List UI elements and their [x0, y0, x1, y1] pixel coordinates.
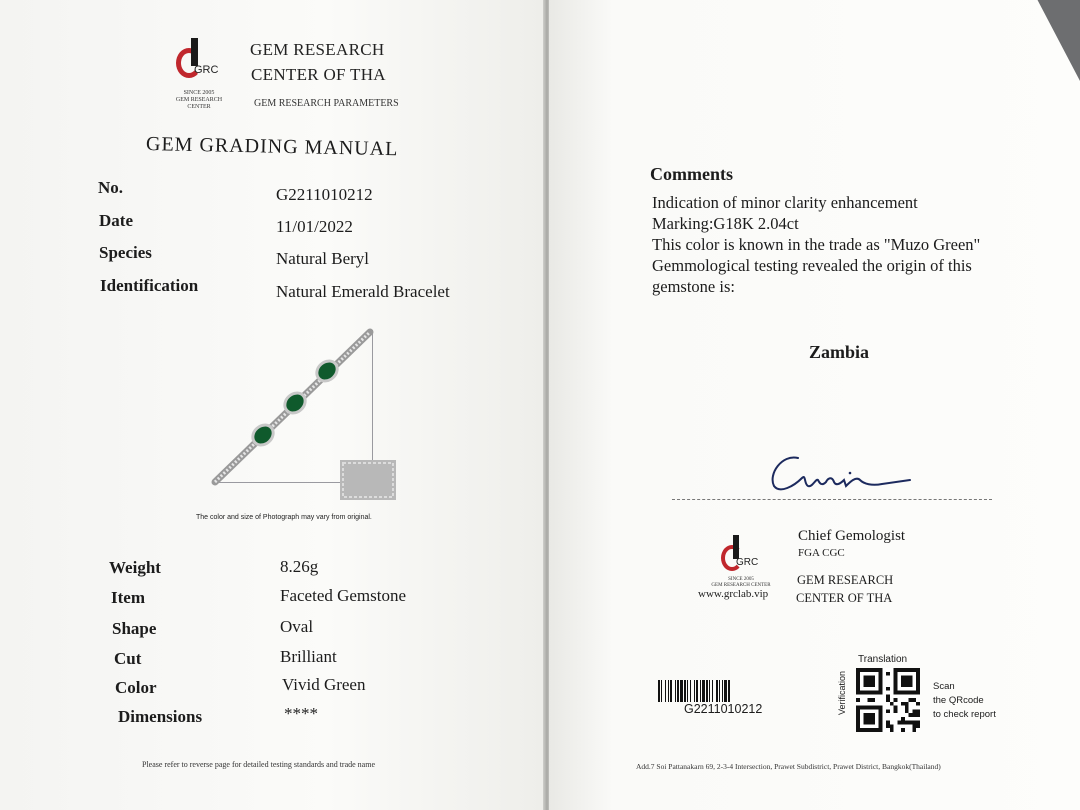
barcode-number: G2211010212 [684, 702, 763, 716]
photo-disclaimer: The color and size of Photograph may vary from original. [196, 514, 372, 521]
scan-line: Scan [933, 681, 955, 692]
comments-heading: Comments [650, 164, 733, 184]
field-value-date: 11/01/2022 [276, 217, 353, 236]
logo-grc-text: GRC [736, 557, 759, 568]
signature [760, 440, 920, 500]
field-value-identification: Natural Emerald Bracelet [276, 282, 450, 301]
field-value-no: G2211010212 [276, 185, 373, 204]
field-label-color: Color [115, 678, 157, 697]
logo-since: SINCE 2005 [728, 577, 754, 582]
field-label-item: Item [111, 588, 145, 607]
scan-instructions [933, 680, 996, 722]
chief-gemologist-credentials: FGA CGC [798, 547, 845, 559]
field-value-item: Faceted Gemstone [280, 586, 407, 605]
comment-line: gemstone is: [652, 277, 735, 296]
qr-code[interactable] [854, 668, 922, 732]
field-value-cut: Brilliant [280, 647, 337, 666]
field-value-species: Natural Beryl [276, 249, 369, 268]
website-url: www.grclab.vip [698, 588, 769, 600]
logo-grc-text: GRC [194, 64, 219, 76]
org-name-line2: CENTER OF THA [796, 591, 893, 605]
certificate-right-page [549, 0, 1080, 810]
barcode [658, 680, 802, 702]
page-title: GEM GRADING MANUAL [145, 133, 399, 161]
field-label-species: Species [99, 243, 152, 262]
field-label-identification: Identification [100, 276, 199, 295]
grc-logo-mark [176, 38, 226, 86]
comment-line: This color is known in the trade as "Muzo Green" [652, 235, 981, 254]
field-value-shape: Oval [280, 617, 314, 636]
field-label-cut: Cut [114, 649, 142, 668]
logo-since: SINCE 2005 [183, 90, 215, 96]
logo-tagline: GEM RESEARCH CENTER [175, 97, 223, 110]
barcode-bar [728, 680, 730, 702]
logo-tagline: GEM RESEARCH CENTER [711, 583, 771, 588]
field-label-shape: Shape [112, 619, 157, 638]
signature-line [672, 499, 992, 500]
org-name-line1: GEM RESEARCH [250, 40, 385, 59]
lab-address: Add.7 Soi Pattanakarn 69, 2-3-4 Intersection, Prawet Subdistrict, Prawet District, Bangkok(Thailand) [636, 762, 941, 771]
left-footer-note: Please refer to reverse page for detailed testing standards and trade name [142, 760, 376, 769]
org-name-line2: CENTER OF THA [251, 65, 386, 84]
comment-line: Gemmological testing revealed the origin of this [652, 256, 972, 275]
logo-bar-shape [733, 535, 739, 559]
comment-line: Marking:G18K 2.04ct [652, 214, 799, 233]
field-value-color: Vivid Green [282, 675, 366, 694]
field-value-dimensions: **** [284, 704, 318, 723]
hologram-sticker [340, 460, 396, 500]
qr-verification-label: Verification [837, 670, 847, 715]
field-label-dimensions: Dimensions [118, 707, 203, 726]
bracelet-photo [205, 322, 405, 502]
logo-bar-shape [191, 38, 198, 66]
field-label-no: No. [98, 178, 124, 197]
qr-translation-label: Translation [858, 654, 908, 665]
field-label-date: Date [99, 211, 133, 230]
scan-line: the QRcode [933, 695, 984, 706]
field-value-weight: 8.26g [280, 557, 319, 576]
scan-line: to check report [933, 709, 996, 720]
org-name-line1: GEM RESEARCH [797, 573, 894, 587]
origin-country: Zambia [809, 342, 870, 362]
chief-gemologist-title: Chief Gemologist [798, 528, 906, 544]
comment-line: Indication of minor clarity enhancement [652, 193, 918, 212]
grc-logo-mark [721, 535, 765, 575]
field-label-weight: Weight [109, 558, 161, 577]
org-subtitle: GEM RESEARCH PARAMETERS [254, 98, 399, 109]
grc-logo-small [711, 535, 771, 593]
